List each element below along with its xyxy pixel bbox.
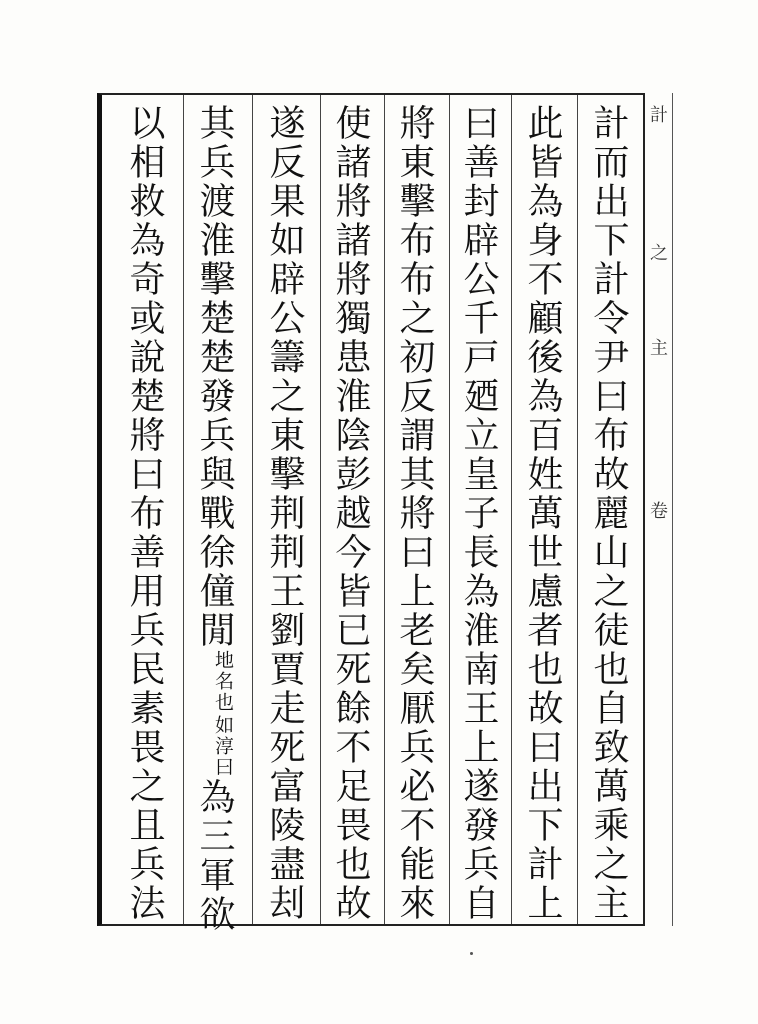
interlinear-note bbox=[213, 650, 232, 778]
column-rule bbox=[577, 95, 578, 924]
column-7-main-before: 其兵渡淮擊楚楚發兵與戰徐僮閒 bbox=[194, 104, 235, 650]
margin-mark-3: 主 bbox=[647, 338, 668, 356]
column-rule bbox=[252, 95, 253, 924]
column-rule bbox=[449, 95, 450, 924]
text-column-6: 遂反果如辟公籌之東擊荆荆王劉賈走死富陵盡刦 bbox=[264, 104, 305, 923]
column-rule bbox=[511, 95, 512, 924]
column-rule bbox=[384, 95, 385, 924]
margin-mark-4: 卷 bbox=[647, 501, 668, 519]
note-line-right: 如淳曰 bbox=[212, 715, 234, 778]
ink-speck bbox=[470, 952, 473, 955]
column-rule bbox=[183, 95, 184, 924]
text-column-4: 將東擊布布之初反謂其將曰上老矣厭兵必不能來 bbox=[394, 104, 435, 923]
margin-strip bbox=[645, 93, 673, 926]
margin-mark-2: 之 bbox=[647, 243, 668, 261]
text-column-2: 此皆為身不顧後為百姓萬世慮者也故曰出下計上 bbox=[522, 104, 563, 923]
text-column-5: 使諸將諸將獨患淮陰彭越今皆已死餘不足畏也故 bbox=[330, 104, 371, 923]
margin-mark-1: 計 bbox=[647, 105, 668, 123]
text-column-8: 以相救為奇或說楚將曰布善用兵民素畏之且兵法 bbox=[124, 104, 165, 923]
column-7-main-after: 為三軍欲 bbox=[194, 778, 235, 934]
note-line-left: 地名也 bbox=[212, 650, 234, 713]
column-rule bbox=[320, 95, 321, 924]
text-column-7 bbox=[194, 104, 235, 934]
text-column-1: 計而出下計令尹曰布故麗山之徒也自致萬乘之主 bbox=[588, 104, 629, 923]
text-column-3: 曰善封辟公千戸廼立皇子長為淮南王上遂發兵自 bbox=[458, 104, 499, 923]
